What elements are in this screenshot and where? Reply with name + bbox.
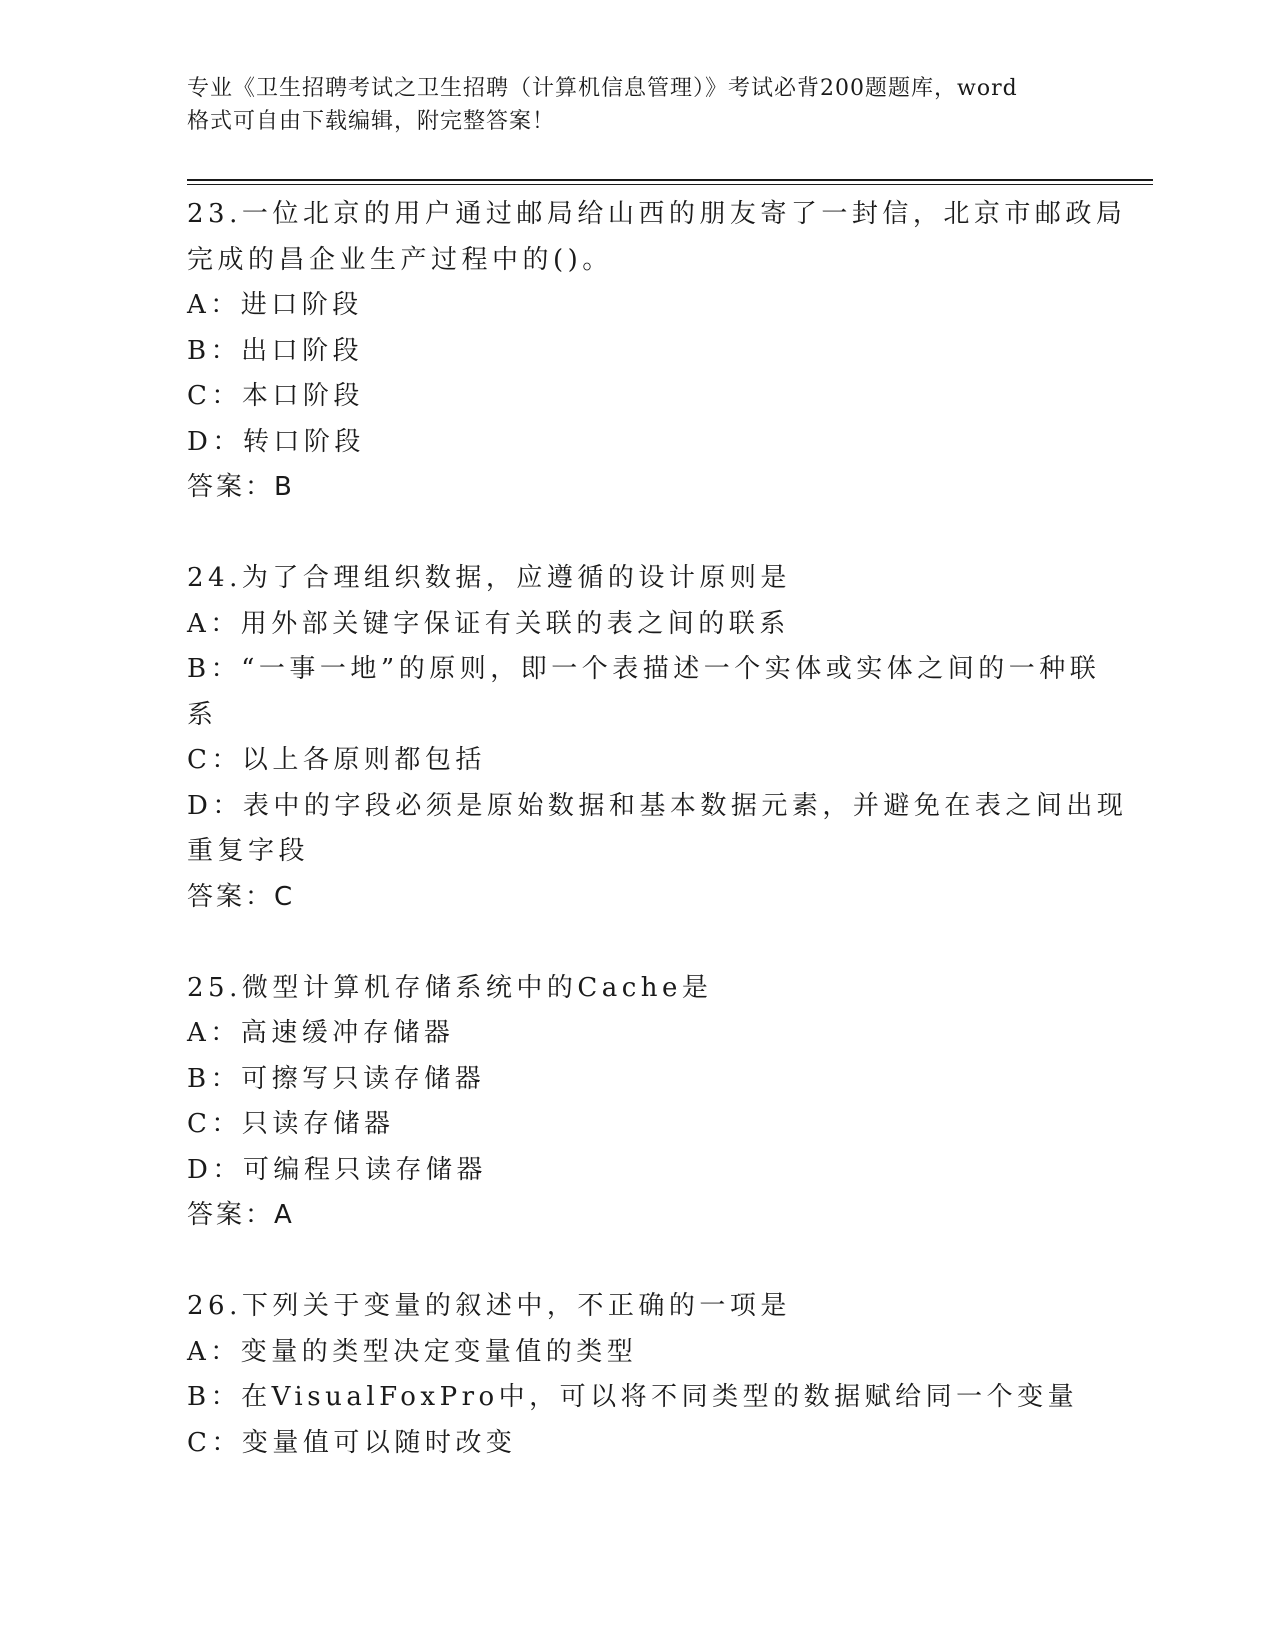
question-23-answer: 答案：B [187, 472, 295, 502]
question-26-stem-line-1: 26.下列关于变量的叙述中，不正确的一项是 [187, 1291, 791, 1321]
question-list [187, 192, 1128, 1466]
question-23-option-c: C：本口阶段 [187, 381, 364, 411]
question-spacer [187, 511, 1067, 557]
question-24-option-d-line-2: 重复字段 [187, 836, 310, 866]
header-divider-thin [187, 184, 1153, 185]
question-24-answer: 答案：C [187, 881, 296, 912]
question-24-option-b-line-2: 系 [187, 699, 218, 730]
question-23-stem-line-1: 23.一位北京的用户通过邮局给山西的朋友寄了一封信，北京市邮政局 [187, 199, 1127, 229]
question-23-option-b: B：出口阶段 [187, 335, 364, 366]
document-header [187, 72, 1087, 138]
question-26 [187, 1284, 1079, 1466]
header-divider-thick [187, 179, 1153, 181]
question-25-option-d: D：可编程只读存储器 [187, 1154, 487, 1185]
question-25-option-c: C：只读存储器 [187, 1109, 395, 1139]
question-24-option-b-line-1: B：“一事一地”的原则，即一个表描述一个实体或实体之间的一种联 [187, 654, 1101, 684]
question-23-option-d: D：转口阶段 [187, 426, 365, 457]
question-spacer [187, 1239, 1067, 1285]
question-25-option-b: B：可擦写只读存储器 [187, 1063, 486, 1094]
header-line-1: 专业《卫生招聘考试之卫生招聘（计算机信息管理）》考试必背200题题库，word [187, 76, 1018, 101]
question-25-stem-line-1: 25.微型计算机存储系统中的Cache是 [187, 972, 713, 1003]
question-23-stem-line-2: 完成的昌企业生产过程中的()。 [187, 244, 613, 275]
question-24 [187, 556, 1128, 920]
question-spacer [187, 920, 1067, 966]
question-24-option-a: A：用外部关键字保证有关联的表之间的联系 [187, 608, 790, 639]
question-25 [187, 966, 1067, 1239]
header-line-2: 格式可自由下载编辑，附完整答案！ [187, 109, 556, 134]
question-25-option-a: A：高速缓冲存储器 [187, 1018, 455, 1048]
question-26-option-c: C：变量值可以随时改变 [187, 1427, 517, 1458]
question-24-stem-line-1: 24.为了合理组织数据，应遵循的设计原则是 [187, 563, 791, 593]
question-24-option-c: C：以上各原则都包括 [187, 745, 486, 775]
question-24-option-d-line-1: D：表中的字段必须是原始数据和基本数据元素，并避免在表之间出现 [187, 790, 1128, 821]
question-23 [187, 192, 1127, 511]
question-25-answer: 答案：A [187, 1200, 295, 1230]
question-23-option-a: A：进口阶段 [187, 290, 363, 320]
question-26-option-a: A：变量的类型决定变量值的类型 [187, 1336, 638, 1367]
question-26-option-b: B：在VisualFoxPro中，可以将不同类型的数据赋给同一个变量 [187, 1382, 1079, 1412]
